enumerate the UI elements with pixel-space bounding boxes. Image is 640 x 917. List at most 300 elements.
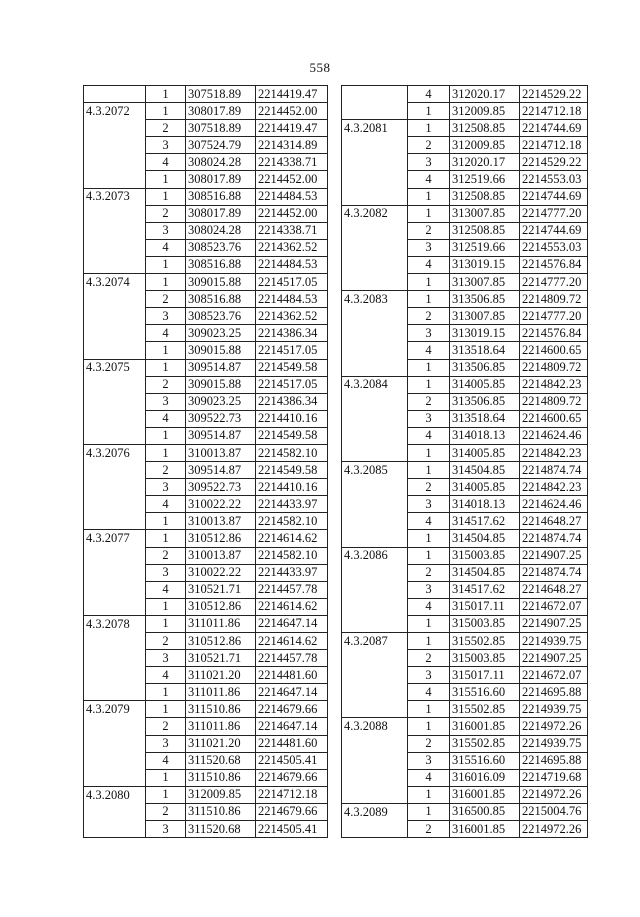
point-number-cell: 1 bbox=[408, 803, 450, 820]
parcel-id-cell: 4.3.2088 bbox=[342, 718, 408, 735]
table-row bbox=[84, 427, 328, 444]
point-number-cell: 1 bbox=[146, 342, 186, 359]
x-coordinate-cell: 309522.73 bbox=[186, 410, 256, 427]
table-row bbox=[84, 171, 328, 188]
table-row bbox=[84, 786, 328, 803]
table-row bbox=[342, 598, 588, 615]
point-number-cell: 1 bbox=[146, 444, 186, 461]
parcel-id-cell bbox=[342, 701, 408, 718]
y-coordinate-cell: 2214529.22 bbox=[520, 86, 588, 103]
point-number-cell: 1 bbox=[408, 205, 450, 222]
parcel-id-cell bbox=[84, 154, 146, 171]
y-coordinate-cell: 2214338.71 bbox=[256, 154, 328, 171]
point-number-cell: 1 bbox=[146, 598, 186, 615]
parcel-id-cell bbox=[84, 650, 146, 667]
x-coordinate-cell: 314517.62 bbox=[450, 581, 520, 598]
table-row bbox=[84, 154, 328, 171]
x-coordinate-cell: 314018.13 bbox=[450, 427, 520, 444]
table-row bbox=[84, 359, 328, 376]
table-row bbox=[342, 803, 588, 820]
point-number-cell: 3 bbox=[408, 154, 450, 171]
point-number-cell: 1 bbox=[146, 786, 186, 803]
parcel-id-cell bbox=[84, 239, 146, 256]
y-coordinate-cell: 2214744.69 bbox=[520, 222, 588, 239]
table-row bbox=[342, 786, 588, 803]
parcel-id-cell bbox=[84, 325, 146, 342]
x-coordinate-cell: 313506.85 bbox=[450, 359, 520, 376]
parcel-id-cell bbox=[84, 479, 146, 496]
table-row bbox=[342, 769, 588, 786]
table-row bbox=[84, 547, 328, 564]
y-coordinate-cell: 2214712.18 bbox=[520, 137, 588, 154]
parcel-id-cell: 4.3.2078 bbox=[84, 615, 146, 632]
parcel-id-cell bbox=[342, 479, 408, 496]
parcel-id-cell bbox=[84, 376, 146, 393]
point-number-cell: 3 bbox=[408, 752, 450, 769]
parcel-id-cell bbox=[342, 650, 408, 667]
parcel-id-cell bbox=[84, 684, 146, 701]
x-coordinate-cell: 315502.85 bbox=[450, 735, 520, 752]
table-row bbox=[84, 222, 328, 239]
point-number-cell: 4 bbox=[146, 239, 186, 256]
x-coordinate-cell: 311021.20 bbox=[186, 667, 256, 684]
table-row bbox=[342, 821, 588, 838]
x-coordinate-cell: 310512.86 bbox=[186, 633, 256, 650]
x-coordinate-cell: 315502.85 bbox=[450, 701, 520, 718]
table-row bbox=[84, 410, 328, 427]
table-row bbox=[84, 188, 328, 205]
point-number-cell: 3 bbox=[408, 410, 450, 427]
y-coordinate-cell: 2214433.97 bbox=[256, 496, 328, 513]
y-coordinate-cell: 2214529.22 bbox=[520, 154, 588, 171]
point-number-cell: 2 bbox=[146, 462, 186, 479]
x-coordinate-cell: 312508.85 bbox=[450, 120, 520, 137]
table-row bbox=[84, 342, 328, 359]
table-row bbox=[84, 718, 328, 735]
point-number-cell: 4 bbox=[408, 342, 450, 359]
table-row bbox=[84, 633, 328, 650]
table-row bbox=[342, 633, 588, 650]
y-coordinate-cell: 2214614.62 bbox=[256, 530, 328, 547]
point-number-cell: 2 bbox=[146, 547, 186, 564]
y-coordinate-cell: 2214874.74 bbox=[520, 530, 588, 547]
table-row bbox=[84, 513, 328, 530]
parcel-id-cell: 4.3.2077 bbox=[84, 530, 146, 547]
y-coordinate-cell: 2214549.58 bbox=[256, 359, 328, 376]
y-coordinate-cell: 2214576.84 bbox=[520, 256, 588, 273]
x-coordinate-cell: 310512.86 bbox=[186, 530, 256, 547]
table-row bbox=[84, 120, 328, 137]
point-number-cell: 3 bbox=[146, 564, 186, 581]
y-coordinate-cell: 2214624.46 bbox=[520, 427, 588, 444]
y-coordinate-cell: 2214549.58 bbox=[256, 462, 328, 479]
point-number-cell: 1 bbox=[146, 256, 186, 273]
parcel-id-cell bbox=[84, 342, 146, 359]
y-coordinate-cell: 2214695.88 bbox=[520, 684, 588, 701]
parcel-id-cell bbox=[342, 444, 408, 461]
x-coordinate-cell: 312009.85 bbox=[450, 103, 520, 120]
point-number-cell: 4 bbox=[408, 513, 450, 530]
y-coordinate-cell: 2214842.23 bbox=[520, 376, 588, 393]
x-coordinate-cell: 316001.85 bbox=[450, 821, 520, 838]
point-number-cell: 3 bbox=[146, 308, 186, 325]
table-row bbox=[84, 308, 328, 325]
point-number-cell: 1 bbox=[408, 462, 450, 479]
table-row bbox=[84, 650, 328, 667]
parcel-id-cell bbox=[342, 239, 408, 256]
parcel-id-cell bbox=[84, 513, 146, 530]
x-coordinate-cell: 308024.28 bbox=[186, 154, 256, 171]
point-number-cell: 2 bbox=[408, 479, 450, 496]
point-number-cell: 4 bbox=[408, 684, 450, 701]
point-number-cell: 1 bbox=[146, 359, 186, 376]
table-row bbox=[84, 821, 328, 838]
table-row bbox=[84, 462, 328, 479]
point-number-cell: 1 bbox=[146, 103, 186, 120]
x-coordinate-cell: 307524.79 bbox=[186, 137, 256, 154]
table-row bbox=[84, 205, 328, 222]
y-coordinate-cell: 2214576.84 bbox=[520, 325, 588, 342]
coordinates-table-right bbox=[341, 85, 588, 838]
x-coordinate-cell: 308017.89 bbox=[186, 205, 256, 222]
parcel-id-cell: 4.3.2074 bbox=[84, 274, 146, 291]
table-row bbox=[342, 650, 588, 667]
y-coordinate-cell: 2214695.88 bbox=[520, 752, 588, 769]
x-coordinate-cell: 312020.17 bbox=[450, 86, 520, 103]
point-number-cell: 3 bbox=[146, 650, 186, 667]
point-number-cell: 1 bbox=[146, 684, 186, 701]
point-number-cell: 1 bbox=[146, 188, 186, 205]
parcel-id-cell bbox=[342, 769, 408, 786]
point-number-cell: 1 bbox=[408, 291, 450, 308]
y-coordinate-cell: 2214712.18 bbox=[520, 103, 588, 120]
table-row bbox=[84, 239, 328, 256]
parcel-id-cell bbox=[84, 598, 146, 615]
parcel-id-cell bbox=[342, 513, 408, 530]
x-coordinate-cell: 313007.85 bbox=[450, 274, 520, 291]
table-row bbox=[84, 769, 328, 786]
table-row bbox=[342, 752, 588, 769]
y-coordinate-cell: 2214972.26 bbox=[520, 821, 588, 838]
y-coordinate-cell: 2214582.10 bbox=[256, 513, 328, 530]
y-coordinate-cell: 2214777.20 bbox=[520, 308, 588, 325]
x-coordinate-cell: 310521.71 bbox=[186, 650, 256, 667]
x-coordinate-cell: 309015.88 bbox=[186, 342, 256, 359]
y-coordinate-cell: 2214452.00 bbox=[256, 171, 328, 188]
y-coordinate-cell: 2214777.20 bbox=[520, 205, 588, 222]
table-row bbox=[342, 444, 588, 461]
parcel-id-cell bbox=[84, 769, 146, 786]
table-row bbox=[84, 530, 328, 547]
parcel-id-cell: 4.3.2076 bbox=[84, 444, 146, 461]
y-coordinate-cell: 2214600.65 bbox=[520, 342, 588, 359]
x-coordinate-cell: 313007.85 bbox=[450, 205, 520, 222]
table-row bbox=[342, 342, 588, 359]
y-coordinate-cell: 2214907.25 bbox=[520, 547, 588, 564]
y-coordinate-cell: 2214452.00 bbox=[256, 103, 328, 120]
parcel-id-cell: 4.3.2082 bbox=[342, 205, 408, 222]
x-coordinate-cell: 309514.87 bbox=[186, 359, 256, 376]
x-coordinate-cell: 312508.85 bbox=[450, 222, 520, 239]
table-row bbox=[342, 137, 588, 154]
point-number-cell: 2 bbox=[408, 393, 450, 410]
table-row bbox=[342, 513, 588, 530]
table-row bbox=[342, 718, 588, 735]
point-number-cell: 1 bbox=[408, 547, 450, 564]
x-coordinate-cell: 309514.87 bbox=[186, 427, 256, 444]
parcel-id-cell bbox=[84, 137, 146, 154]
y-coordinate-cell: 2214648.27 bbox=[520, 581, 588, 598]
table-row bbox=[84, 444, 328, 461]
point-number-cell: 1 bbox=[408, 359, 450, 376]
x-coordinate-cell: 308024.28 bbox=[186, 222, 256, 239]
x-coordinate-cell: 309023.25 bbox=[186, 393, 256, 410]
x-coordinate-cell: 310013.87 bbox=[186, 513, 256, 530]
x-coordinate-cell: 310013.87 bbox=[186, 547, 256, 564]
x-coordinate-cell: 309514.87 bbox=[186, 462, 256, 479]
y-coordinate-cell: 2214457.78 bbox=[256, 650, 328, 667]
x-coordinate-cell: 315017.11 bbox=[450, 667, 520, 684]
point-number-cell: 2 bbox=[408, 564, 450, 581]
point-number-cell: 1 bbox=[408, 103, 450, 120]
point-number-cell: 4 bbox=[146, 581, 186, 598]
table-row bbox=[342, 154, 588, 171]
point-number-cell: 3 bbox=[146, 735, 186, 752]
table-row bbox=[342, 684, 588, 701]
parcel-id-cell bbox=[84, 752, 146, 769]
y-coordinate-cell: 2214338.71 bbox=[256, 222, 328, 239]
parcel-id-cell bbox=[342, 410, 408, 427]
parcel-id-cell: 4.3.2086 bbox=[342, 547, 408, 564]
parcel-id-cell bbox=[342, 274, 408, 291]
parcel-id-cell: 4.3.2080 bbox=[84, 786, 146, 803]
parcel-id-cell bbox=[342, 667, 408, 684]
parcel-id-cell bbox=[342, 359, 408, 376]
x-coordinate-cell: 315516.60 bbox=[450, 684, 520, 701]
y-coordinate-cell: 2214679.66 bbox=[256, 701, 328, 718]
table-row bbox=[342, 103, 588, 120]
x-coordinate-cell: 310521.71 bbox=[186, 581, 256, 598]
point-number-cell: 2 bbox=[408, 821, 450, 838]
parcel-id-cell bbox=[342, 222, 408, 239]
table-row bbox=[84, 684, 328, 701]
y-coordinate-cell: 2214719.68 bbox=[520, 769, 588, 786]
y-coordinate-cell: 2214874.74 bbox=[520, 462, 588, 479]
point-number-cell: 1 bbox=[146, 701, 186, 718]
point-number-cell: 1 bbox=[408, 530, 450, 547]
table-row bbox=[342, 120, 588, 137]
parcel-id-cell bbox=[342, 188, 408, 205]
parcel-id-cell bbox=[342, 393, 408, 410]
point-number-cell: 1 bbox=[408, 615, 450, 632]
x-coordinate-cell: 312020.17 bbox=[450, 154, 520, 171]
y-coordinate-cell: 2214712.18 bbox=[256, 786, 328, 803]
table-row bbox=[342, 376, 588, 393]
x-coordinate-cell: 316016.09 bbox=[450, 769, 520, 786]
x-coordinate-cell: 315003.85 bbox=[450, 650, 520, 667]
point-number-cell: 1 bbox=[146, 615, 186, 632]
x-coordinate-cell: 308017.89 bbox=[186, 171, 256, 188]
x-coordinate-cell: 307518.89 bbox=[186, 86, 256, 103]
point-number-cell: 3 bbox=[146, 393, 186, 410]
point-number-cell: 2 bbox=[408, 735, 450, 752]
parcel-id-cell bbox=[342, 137, 408, 154]
y-coordinate-cell: 2214972.26 bbox=[520, 718, 588, 735]
point-number-cell: 3 bbox=[146, 222, 186, 239]
point-number-cell: 4 bbox=[408, 427, 450, 444]
parcel-id-cell bbox=[342, 530, 408, 547]
y-coordinate-cell: 2214553.03 bbox=[520, 239, 588, 256]
table-row bbox=[342, 410, 588, 427]
x-coordinate-cell: 311510.86 bbox=[186, 701, 256, 718]
table-row bbox=[342, 530, 588, 547]
point-number-cell: 2 bbox=[146, 718, 186, 735]
parcel-id-cell bbox=[342, 427, 408, 444]
point-number-cell: 4 bbox=[146, 325, 186, 342]
table-row bbox=[84, 701, 328, 718]
point-number-cell: 3 bbox=[146, 479, 186, 496]
parcel-id-cell bbox=[342, 735, 408, 752]
y-coordinate-cell: 2214907.25 bbox=[520, 650, 588, 667]
table-row bbox=[342, 256, 588, 273]
y-coordinate-cell: 2214672.07 bbox=[520, 667, 588, 684]
x-coordinate-cell: 310022.22 bbox=[186, 496, 256, 513]
table-row bbox=[84, 667, 328, 684]
point-number-cell: 1 bbox=[146, 86, 186, 103]
table-row bbox=[84, 496, 328, 513]
table-row bbox=[84, 393, 328, 410]
x-coordinate-cell: 315017.11 bbox=[450, 598, 520, 615]
y-coordinate-cell: 2214314.89 bbox=[256, 137, 328, 154]
parcel-id-cell bbox=[84, 171, 146, 188]
parcel-id-cell: 4.3.2087 bbox=[342, 633, 408, 650]
y-coordinate-cell: 2214481.60 bbox=[256, 735, 328, 752]
parcel-id-cell bbox=[342, 684, 408, 701]
point-number-cell: 1 bbox=[408, 274, 450, 291]
parcel-id-cell bbox=[84, 222, 146, 239]
parcel-id-cell bbox=[84, 462, 146, 479]
x-coordinate-cell: 313506.85 bbox=[450, 291, 520, 308]
y-coordinate-cell: 2214362.52 bbox=[256, 239, 328, 256]
point-number-cell: 1 bbox=[146, 427, 186, 444]
y-coordinate-cell: 2214419.47 bbox=[256, 120, 328, 137]
parcel-id-cell bbox=[342, 821, 408, 838]
point-number-cell: 1 bbox=[408, 444, 450, 461]
point-number-cell: 1 bbox=[146, 513, 186, 530]
point-number-cell: 1 bbox=[408, 188, 450, 205]
parcel-id-cell bbox=[342, 496, 408, 513]
table-row bbox=[342, 325, 588, 342]
point-number-cell: 2 bbox=[146, 633, 186, 650]
parcel-id-cell bbox=[342, 752, 408, 769]
parcel-id-cell bbox=[84, 564, 146, 581]
point-number-cell: 1 bbox=[146, 274, 186, 291]
y-coordinate-cell: 2214907.25 bbox=[520, 615, 588, 632]
parcel-id-cell bbox=[342, 171, 408, 188]
parcel-id-cell bbox=[84, 205, 146, 222]
parcel-id-cell: 4.3.2072 bbox=[84, 103, 146, 120]
parcel-id-cell: 4.3.2083 bbox=[342, 291, 408, 308]
table-row bbox=[342, 171, 588, 188]
table-row bbox=[342, 291, 588, 308]
point-number-cell: 4 bbox=[146, 154, 186, 171]
table-row bbox=[84, 376, 328, 393]
point-number-cell: 1 bbox=[408, 786, 450, 803]
x-coordinate-cell: 309023.25 bbox=[186, 325, 256, 342]
table-row bbox=[342, 205, 588, 222]
y-coordinate-cell: 2214647.14 bbox=[256, 718, 328, 735]
y-coordinate-cell: 2214614.62 bbox=[256, 633, 328, 650]
x-coordinate-cell: 311011.86 bbox=[186, 684, 256, 701]
y-coordinate-cell: 2214744.69 bbox=[520, 120, 588, 137]
table-row bbox=[342, 308, 588, 325]
x-coordinate-cell: 313007.85 bbox=[450, 308, 520, 325]
table-row bbox=[84, 137, 328, 154]
x-coordinate-cell: 311520.68 bbox=[186, 821, 256, 838]
x-coordinate-cell: 314504.85 bbox=[450, 462, 520, 479]
parcel-id-cell: 4.3.2089 bbox=[342, 803, 408, 820]
y-coordinate-cell: 2214481.60 bbox=[256, 667, 328, 684]
x-coordinate-cell: 314005.85 bbox=[450, 479, 520, 496]
table-row bbox=[342, 462, 588, 479]
parcel-id-cell: 4.3.2079 bbox=[84, 701, 146, 718]
y-coordinate-cell: 2214600.65 bbox=[520, 410, 588, 427]
x-coordinate-cell: 314504.85 bbox=[450, 564, 520, 581]
x-coordinate-cell: 308017.89 bbox=[186, 103, 256, 120]
table-row bbox=[342, 274, 588, 291]
parcel-id-cell bbox=[84, 86, 146, 103]
point-number-cell: 4 bbox=[146, 410, 186, 427]
x-coordinate-cell: 316001.85 bbox=[450, 718, 520, 735]
x-coordinate-cell: 312519.66 bbox=[450, 239, 520, 256]
x-coordinate-cell: 316500.85 bbox=[450, 803, 520, 820]
point-number-cell: 1 bbox=[146, 769, 186, 786]
y-coordinate-cell: 2214939.75 bbox=[520, 701, 588, 718]
point-number-cell: 4 bbox=[146, 667, 186, 684]
y-coordinate-cell: 2214874.74 bbox=[520, 564, 588, 581]
table-row bbox=[84, 325, 328, 342]
y-coordinate-cell: 2214842.23 bbox=[520, 479, 588, 496]
point-number-cell: 4 bbox=[408, 256, 450, 273]
point-number-cell: 2 bbox=[146, 803, 186, 820]
parcel-id-cell: 4.3.2084 bbox=[342, 376, 408, 393]
x-coordinate-cell: 310022.22 bbox=[186, 564, 256, 581]
y-coordinate-cell: 2214809.72 bbox=[520, 359, 588, 376]
parcel-id-cell bbox=[342, 86, 408, 103]
parcel-id-cell: 4.3.2081 bbox=[342, 120, 408, 137]
point-number-cell: 3 bbox=[408, 496, 450, 513]
y-coordinate-cell: 2214672.07 bbox=[520, 598, 588, 615]
point-number-cell: 3 bbox=[408, 581, 450, 598]
y-coordinate-cell: 2214433.97 bbox=[256, 564, 328, 581]
point-number-cell: 2 bbox=[408, 137, 450, 154]
parcel-id-cell bbox=[342, 581, 408, 598]
y-coordinate-cell: 2215004.76 bbox=[520, 803, 588, 820]
table-row bbox=[84, 86, 328, 103]
x-coordinate-cell: 312009.85 bbox=[450, 137, 520, 154]
parcel-id-cell bbox=[84, 393, 146, 410]
y-coordinate-cell: 2214647.14 bbox=[256, 615, 328, 632]
table-row bbox=[342, 239, 588, 256]
table-row bbox=[84, 479, 328, 496]
point-number-cell: 4 bbox=[408, 86, 450, 103]
y-coordinate-cell: 2214809.72 bbox=[520, 291, 588, 308]
x-coordinate-cell: 312508.85 bbox=[450, 188, 520, 205]
parcel-id-cell bbox=[342, 325, 408, 342]
point-number-cell: 3 bbox=[146, 821, 186, 838]
y-coordinate-cell: 2214939.75 bbox=[520, 735, 588, 752]
x-coordinate-cell: 314005.85 bbox=[450, 376, 520, 393]
